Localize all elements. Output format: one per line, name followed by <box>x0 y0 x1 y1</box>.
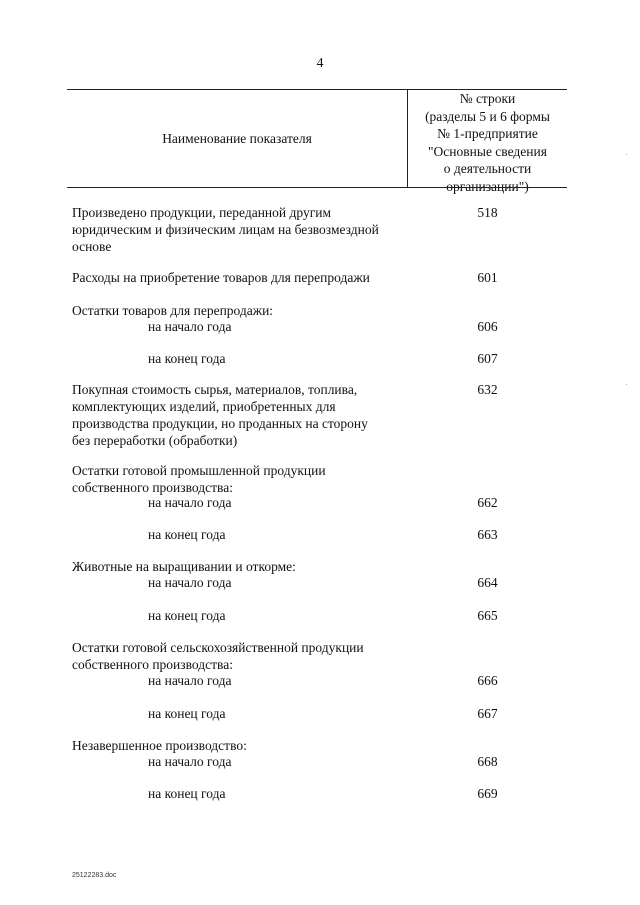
indicator-sub-label: на конец года <box>148 527 226 542</box>
row-code: 666 <box>477 673 498 688</box>
indicator-sub-label: на начало года <box>148 754 232 769</box>
row-code: 662 <box>477 495 498 510</box>
indicator-group-label: Остатки готовой сельскохозяйственной продукции собственного производства: <box>72 640 364 672</box>
page-number: 4 <box>316 56 324 71</box>
indicator-sub-label: на конец года <box>148 786 226 801</box>
row-code: 606 <box>477 319 498 334</box>
row-code: 632 <box>477 382 498 397</box>
row-code: 664 <box>477 575 498 590</box>
row-code: 607 <box>477 351 498 366</box>
row-code: 668 <box>477 754 498 769</box>
indicator-group-label: Незавершенное производство: <box>72 738 247 753</box>
indicator-group-label: Остатки товаров для перепродажи: <box>72 303 274 318</box>
indicator-label: Покупная стоимость сырья, материалов, топлива, комплектующих изделий, приобретенных для производства продукции, но проданных на сторону без переработки (обработки) <box>72 382 368 448</box>
header-bottom-rule <box>67 187 567 188</box>
row-code: 518 <box>477 205 498 220</box>
indicator-sub-label: на конец года <box>148 706 226 721</box>
indicator-label: Расходы на приобретение товаров для перепродажи <box>72 270 370 285</box>
row-code: 669 <box>477 786 498 801</box>
indicator-sub-label: на начало года <box>148 575 232 590</box>
indicator-sub-label: на начало года <box>148 495 232 510</box>
indicator-sub-label: на начало года <box>148 673 232 688</box>
indicator-group-label: Остатки готовой промышленной продукции собственного производства: <box>72 463 326 495</box>
indicator-sub-label: на конец года <box>148 608 226 623</box>
row-number-column-header: № строки (разделы 5 и 6 формы № 1-предприятие "Основные сведения о деятельности организации") <box>425 91 550 194</box>
row-code: 667 <box>477 706 498 721</box>
file-name-footer: 25122283.doc <box>72 872 117 879</box>
row-code: 665 <box>477 608 498 623</box>
scan-speck <box>626 384 627 385</box>
row-code: 601 <box>477 270 498 285</box>
scan-speck <box>626 154 627 155</box>
indicator-column-header: Наименование показателя <box>162 131 312 146</box>
indicator-group-label: Животные на выращивании и откорме: <box>72 559 296 574</box>
indicator-label: Произведено продукции, переданной другим юридическим и физическим лицам на безвозмездной основе <box>72 205 379 254</box>
indicator-sub-label: на начало года <box>148 319 232 334</box>
indicator-sub-label: на конец года <box>148 351 226 366</box>
row-code: 663 <box>477 527 498 542</box>
